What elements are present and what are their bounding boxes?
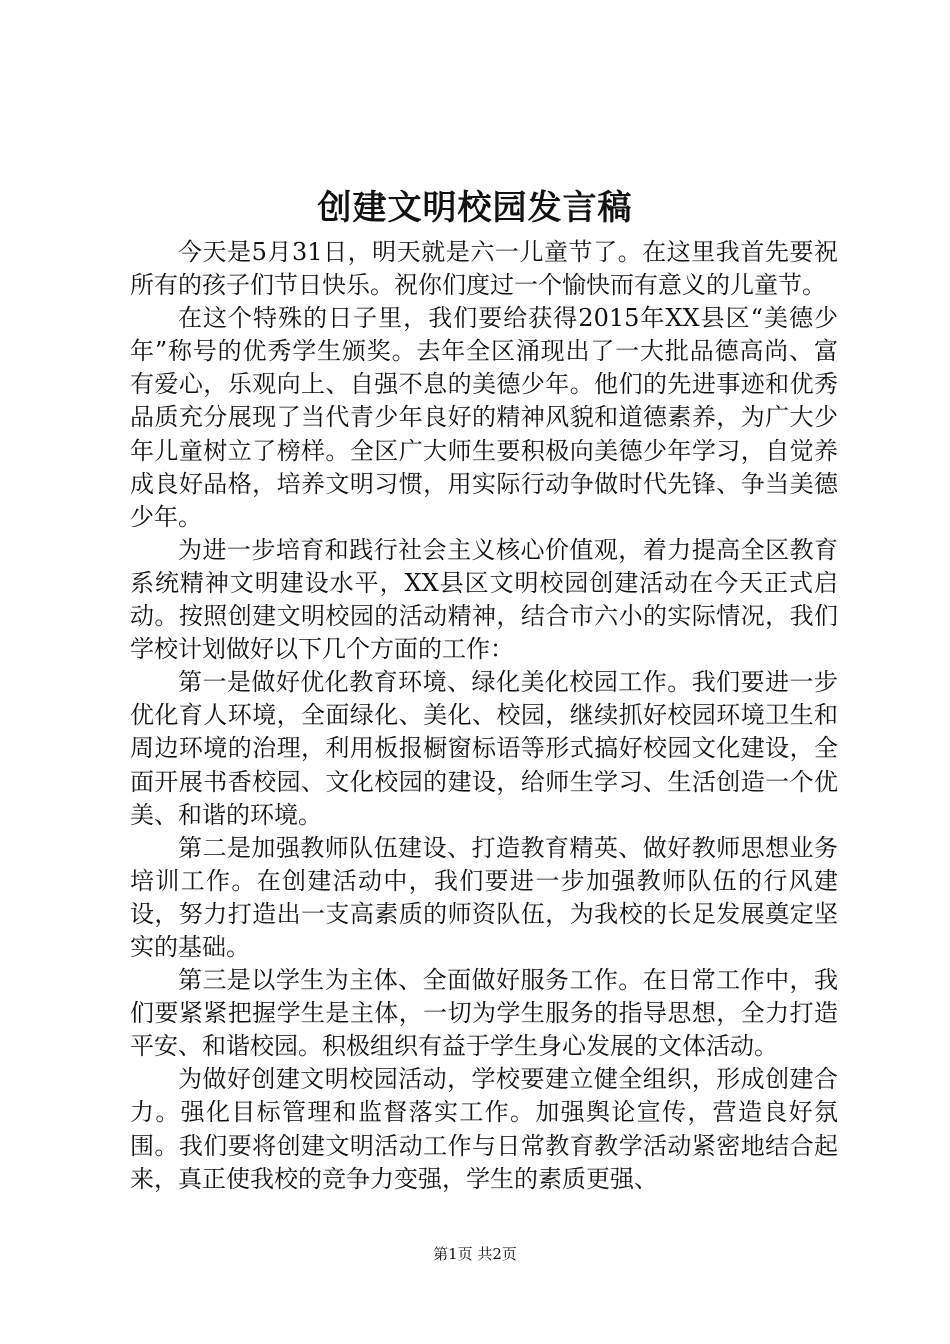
paragraph-4: 第一是做好优化教育环境、绿化美化校园工作。我们要进一步优化育人环境，全面绿化、美化、校园，继续抓好校园环境卫生和周边环境的治理，利用板报橱窗标语等形式搞好校园文化建设，全面开展书香校园、文化校园的建设，给师生学习、生活创造一个优美、和谐的环境。 [130,668,838,829]
document-title: 创建文明校园发言稿 [317,188,633,228]
document-body [130,236,838,1196]
paragraph-3: 为进一步培育和践行社会主义核心价值观，着力提高全区教育系统精神文明建设水平，XX县区文明校园创建活动在今天正式启动。按照创建文明校园的活动精神，结合市六小的实际情况，我们学校计划做好以下几个方面的工作： [130,535,838,664]
page-number-footer: 第1页 共2页 [433,1245,517,1263]
paragraph-7: 为做好创建文明校园活动，学校要建立健全组织，形成创建合力。强化目标管理和监督落实工作。加强舆论宣传，营造良好氛围。我们要将创建文明活动工作与日常教育教学活动紧密地结合起来，真正使我校的竞争力变强，学生的素质更强、 [130,1065,838,1193]
paragraph-2: 在这个特殊的日子里，我们要给获得2015年XX县区“美德少年”称号的优秀学生颁奖。去年全区涌现出了一大批品德高尚、富有爱心，乐观向上、自强不息的美德少年。他们的先进事迹和优秀品质充分展现了当代青少年良好的精神风貌和道德素养，为广大少年儿童树立了榜样。全区广大师生要积极向美德少年学习，自觉养成良好品格，培养文明习惯，用实际行动争做时代先锋、争当美德少年。 [130,304,838,531]
paragraph-6: 第三是以学生为主体、全面做好服务工作。在日常工作中，我们要紧紧把握学生是主体，一切为学生服务的指导思想，全力打造平安、和谐校园。积极组织有益于学生身心发展的文体活动。 [130,966,838,1061]
paragraph-5: 第二是加强教师队伍建设、打造教育精英、做好教师思想业务培训工作。在创建活动中，我们要进一步加强教师队伍的行风建设，努力打造出一支高素质的师资队伍，为我校的长足发展奠定坚实的基础。 [130,833,838,961]
paragraph-1: 今天是5月31日，明天就是六一儿童节了。在这里我首先要祝所有的孩子们节日快乐。祝你们度过一个愉快而有意义的儿童节。 [130,238,838,300]
